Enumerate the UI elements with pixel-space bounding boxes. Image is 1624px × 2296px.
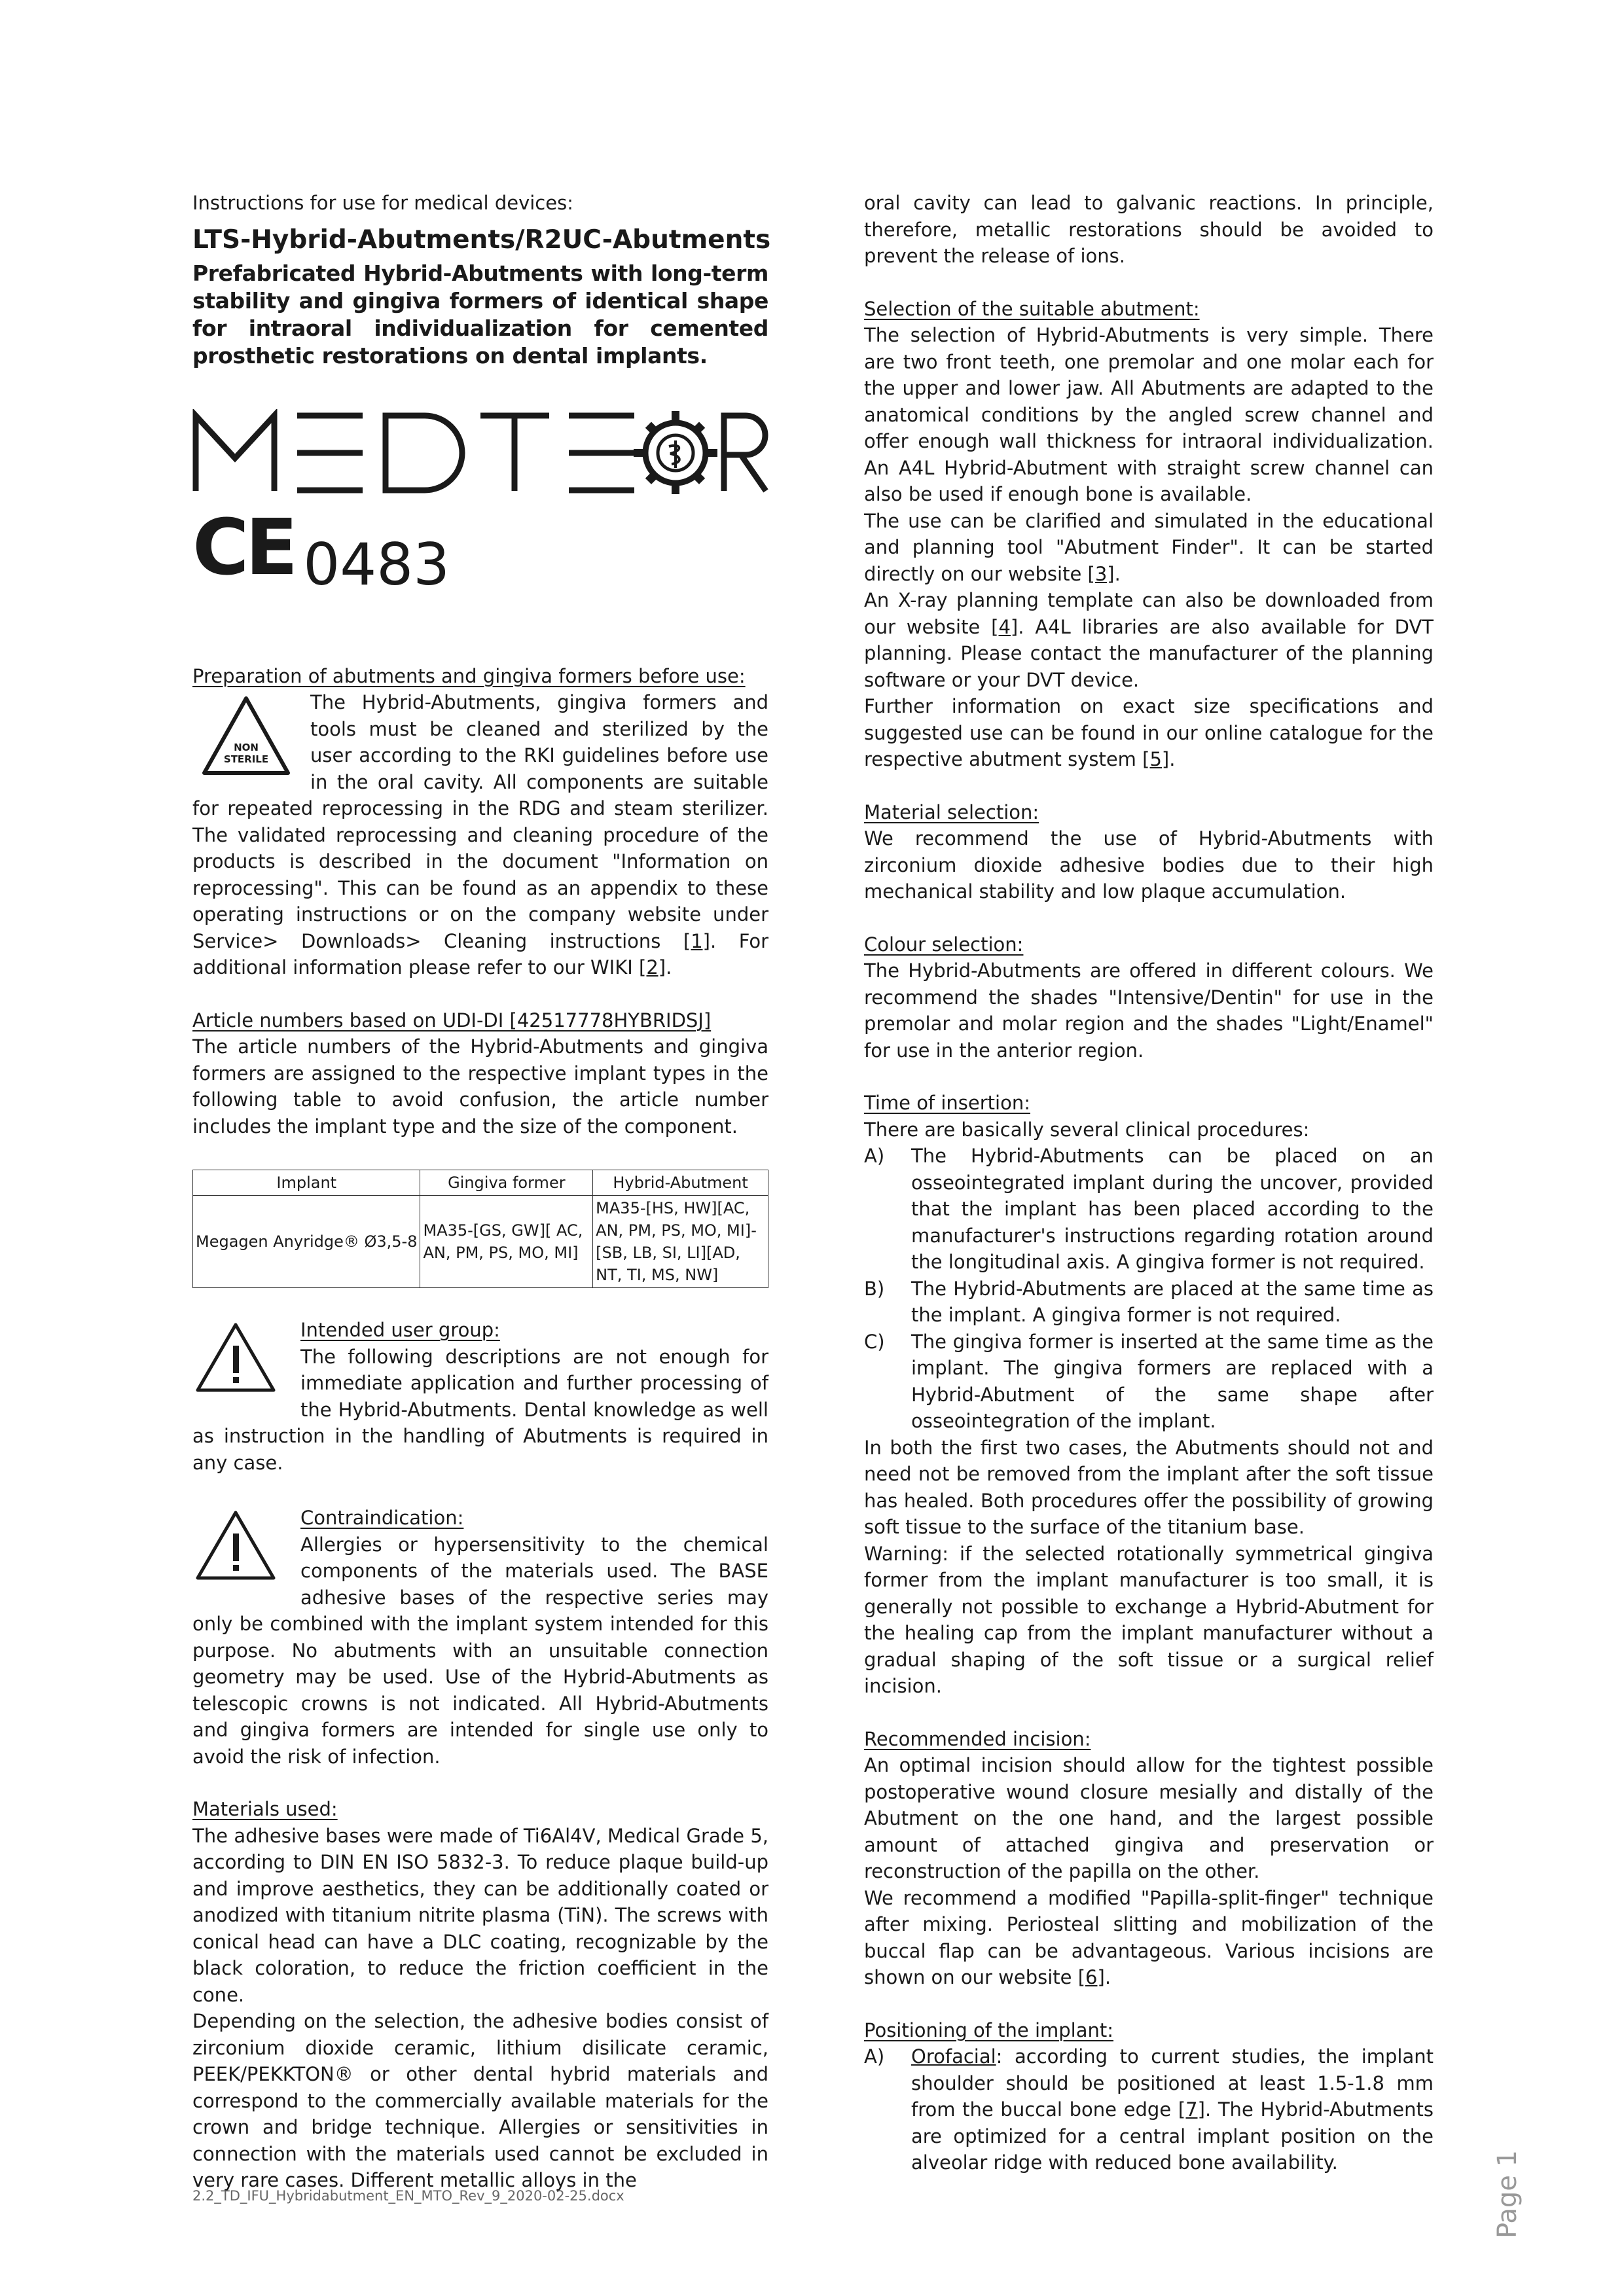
table-header: Hybrid-Abutment [593,1170,768,1196]
medteor-logo [192,409,768,468]
selection-text-3a: An X-ray planning template can also be downloaded from our website [864,589,1434,638]
ref-link-6[interactable]: [6] [1077,1966,1105,1988]
incision-text-2 [864,1885,1434,1991]
colour-text: The Hybrid-Abutments are offered in different colours. We recommend the shades "Intensive/Dentin" for use in the premolar and molar region and the shades "Light/Enamel" for use in the anterior region. [864,960,1434,1062]
selection-text-4-body: Further information on exact size specifications and suggested use can be found in our online catalogue for the respective abutment system [864,695,1434,770]
contraindication-section [192,1505,768,1770]
document-title [192,223,771,257]
article-table [192,1170,768,1288]
incision-heading: Recommended incision: [864,1727,1091,1750]
incision-text-2-end: . [1104,1966,1111,1988]
positioning-text-2: . The Hybrid-Abutments are optimized for a central implant position on the alveolar ridge with reduced bone availability. [911,2098,1434,2174]
orofacial-term: Orofacial [911,2045,996,2068]
title-part-1: LTS-Hybrid-Abutments [192,224,516,255]
selection-heading: Selection of the suitable abutment: [864,297,1200,320]
warning-icon [195,1509,277,1582]
table-cell: Megagen Anyridge® Ø3,5-8 [193,1196,420,1288]
selection-text-3 [864,587,1434,693]
list-item [864,1276,1434,1329]
contraindication-text: Allergies or hypersensitivity to the chemical components of the materials used. The BASE adhesive bases of the respective series may only be combined with the implant system intended for this purpose. No abutments with an unsuitable connection geometry may be used. Use of the Hybrid-Abutments as telescopic crowns is not indicated. All Hybrid-Abutments and gingiva formers are intended for single use only to avoid the risk of infection. [192,1533,768,1768]
selection-text-2-body: The use can be clarified and simulated in the educational and planning tool "Abutment Finder". It can be started directly on our website [864,509,1434,585]
ref-link-3[interactable]: [3] [1087,562,1115,585]
list-item [864,2043,1434,2176]
list-text [911,2043,1434,2176]
ce-mark: CE [192,501,295,592]
materials-text-1: The adhesive bases were made of Ti6Al4V, Medical Grade 5, according to DIN EN ISO 5832-3. To reduce plaque build-up and improve aesthetics, they can be additionally coated or anodized with titanium nitrite plasma (TiN). The screws with conical head can have a DLC coating, recognizable by the black coloration, to reduce the friction coefficient in the cone. [192,1824,768,2006]
incision-text-1: An optimal incision should allow for the tightest possible postoperative wound closure mesially and distally of the Abutment on the one hand, and the largest possible amount of attached gingiva and preservation or reconstruction of the papilla on the other. [864,1754,1434,1882]
contraindication-heading: Contraindication: [300,1507,464,1529]
table-row [193,1196,768,1288]
ref-link-4[interactable]: [4] [991,615,1019,638]
insertion-heading: Time of insertion: [864,1092,1030,1114]
list-marker: C) [864,1330,885,1353]
document-subtitle: Prefabricated Hybrid-Abutments with long-term stability and gingiva formers of identical shape for intraoral individualization for cemented prosthetic restorations on dental implants. [192,260,768,368]
prep-text: The Hybrid-Abutments, gingiva formers and tools must be cleaned and sterilized by the user according to the RKI guidelines before use in the oral cavity. All components are suitable for repeated reprocessing in the RDG and steam sterilizer. The validated reprocessing and cleaning procedure of the products is described in the document "Information on reprocessing". This can be found as an appendix to these operating instructions or on the company website under Service> Downloads> Cleaning instructions [192,691,768,952]
selection-text-2 [864,508,1434,588]
article-text: The article numbers of the Hybrid-Abutments and gingiva formers are assigned to the respective implant types in the following table to avoid confusion, the article number includes the implant type and the size of the component. [192,1035,768,1138]
notified-body-number: 0483 [303,530,450,598]
list-item [864,1143,1434,1276]
page-number [1492,2121,1523,2238]
table-header: Implant [193,1170,420,1196]
right-column [864,190,1434,2176]
table-header-row [193,1170,768,1196]
table-cell: MA35-[HS, HW][AC, AN, PM, PS, MO, MI]-[SB, LB, SI, LI][AD, NT, TI, MS, NW] [593,1196,768,1288]
positioning-heading: Positioning of the implant: [864,2018,1114,2041]
list-text: The Hybrid-Abutments are placed at the same time as the implant. A gingiva former is not required. [911,1277,1434,1326]
document-type: Instructions for use for medical devices: [192,192,573,214]
list-marker: B) [864,1277,885,1300]
user-group-text: The following descriptions are not enough for immediate application and further processing of the Hybrid-Abutments. Dental knowledge as well as instruction in the handling of Abutments is required in any case. [192,1345,768,1474]
svg-text:STERILE: STERILE [223,753,269,765]
list-marker: A) [864,1145,885,1167]
user-group-section [192,1317,768,1476]
article-heading: Article numbers based on UDI-DI [42517778HYBRIDSJ] [192,1009,712,1031]
medteor-logo-icon [192,409,768,494]
user-group-heading: Intended user group: [300,1319,500,1341]
positioning-text-1: : according to current studies, the implant shoulder should be positioned at least 1.5-1.8 mm from the buccal bone edge [911,2045,1434,2121]
title-separator: / [515,224,525,255]
selection-text-3b: . A4L libraries are also available for DVT planning. Please contact the manufacturer of the planning software or your DVT device. [864,615,1434,691]
materials-heading: Materials used: [192,1798,338,1820]
page-number-label: Page 1 [1492,2150,1523,2238]
warning-icon [195,1321,277,1394]
material-selection-text: We recommend the use of Hybrid-Abutments with zirconium dioxide adhesive bodies due to their high mechanical stability and low plaque accumulation. [864,827,1434,903]
selection-text-4-end: . [1169,748,1176,770]
materials-text-2: Depending on the selection, the adhesive bodies consist of zirconium dioxide ceramic, lithium disilicate ceramic, PEEK/PEKKTON® or other dental hybrid materials and correspond to the commercially available materials for the crown and bridge technique. Allergies or sensitivities in connection with the materials used cannot be excluded in very rare cases. Different metallic alloys in the [192,2010,768,2191]
ce-marking [192,488,768,598]
table-header: Gingiva former [420,1170,593,1196]
colour-heading: Colour selection: [864,933,1024,956]
list-text: The Hybrid-Abutments can be placed on an osseointegrated implant during the uncover, provided that the implant has been placed according to the manufacturer's instructions regarding rotation around the longitudinal axis. A gingiva former is not required. [911,1145,1434,1273]
insertion-intro: There are basically several clinical procedures: [864,1118,1310,1141]
left-column [192,190,771,2194]
ref-link-1[interactable]: [1] [683,929,710,952]
incision-text-2-body: We recommend a modified "Papilla-split-finger" technique after mixing. Periosteal slitting and mobilization of the buccal flap can be advantageous. Various incisions are shown on our website [864,1886,1434,1988]
ref-link-7[interactable]: [7] [1178,2098,1205,2121]
non-sterile-icon [200,694,292,776]
nonsterile-label [310,689,311,690]
material-selection-heading: Material selection: [864,800,1039,823]
continued-text: oral cavity can lead to galvanic reactions. In principle, therefore, metallic restorations should be avoided to prevent the release of ions. [864,192,1434,267]
svg-text:NON: NON [234,742,259,753]
prep-text-2: . For additional information please refer to our WIKI [192,929,769,978]
selection-text-2-end: . [1114,562,1121,585]
ref-link-5[interactable]: [5] [1142,748,1170,770]
list-text: The gingiva former is inserted at the same time as the implant. The gingiva formers are replaced with a Hybrid-Abutment of the same shape after osseointegration of the implant. [911,1330,1434,1432]
prep-heading: Preparation of abutments and gingiva formers before use: [192,664,746,687]
selection-text-1: The selection of Hybrid-Abutments is very simple. There are two front teeth, one premolar and one molar each for the upper and lower jaw. All Abutments are adapted to the anatomical conditions by the angled screw channel and offer enough wall thickness for intraoral individualization. An A4L Hybrid-Abutment with straight screw channel can also be used if enough bone is available. [864,324,1434,505]
prep-end: . [666,956,672,978]
prep-paragraph [192,689,768,981]
list-item [864,1329,1434,1435]
ref-link-2[interactable]: [2] [639,956,666,978]
table-cell: MA35-[GS, GW][ AC, AN, PM, PS, MO, MI] [420,1196,593,1288]
insertion-warning: Warning: if the selected rotationally symmetrical gingiva former from the implant manufacturer is too small, it is generally not possible to exchange a Hybrid-Abutment for the healing cap from the implant manufacturer without a gradual shaping of the soft tissue or a surgical relief incision. [864,1542,1434,1697]
list-marker: A) [864,2045,885,2068]
insertion-text-1: In both the first two cases, the Abutments should not and need not be removed from the implant after the soft tissue has healed. Both procedures offer the possibility of growing soft tissue to the surface of the titanium base. [864,1436,1434,1538]
selection-text-4 [864,693,1434,773]
footer-filename: 2.2_TD_IFU_Hybridabutment_EN_MTO_Rev_9_2020-02-25.docx [192,2188,624,2204]
title-part-2: R2UC-Abutments [524,224,771,255]
